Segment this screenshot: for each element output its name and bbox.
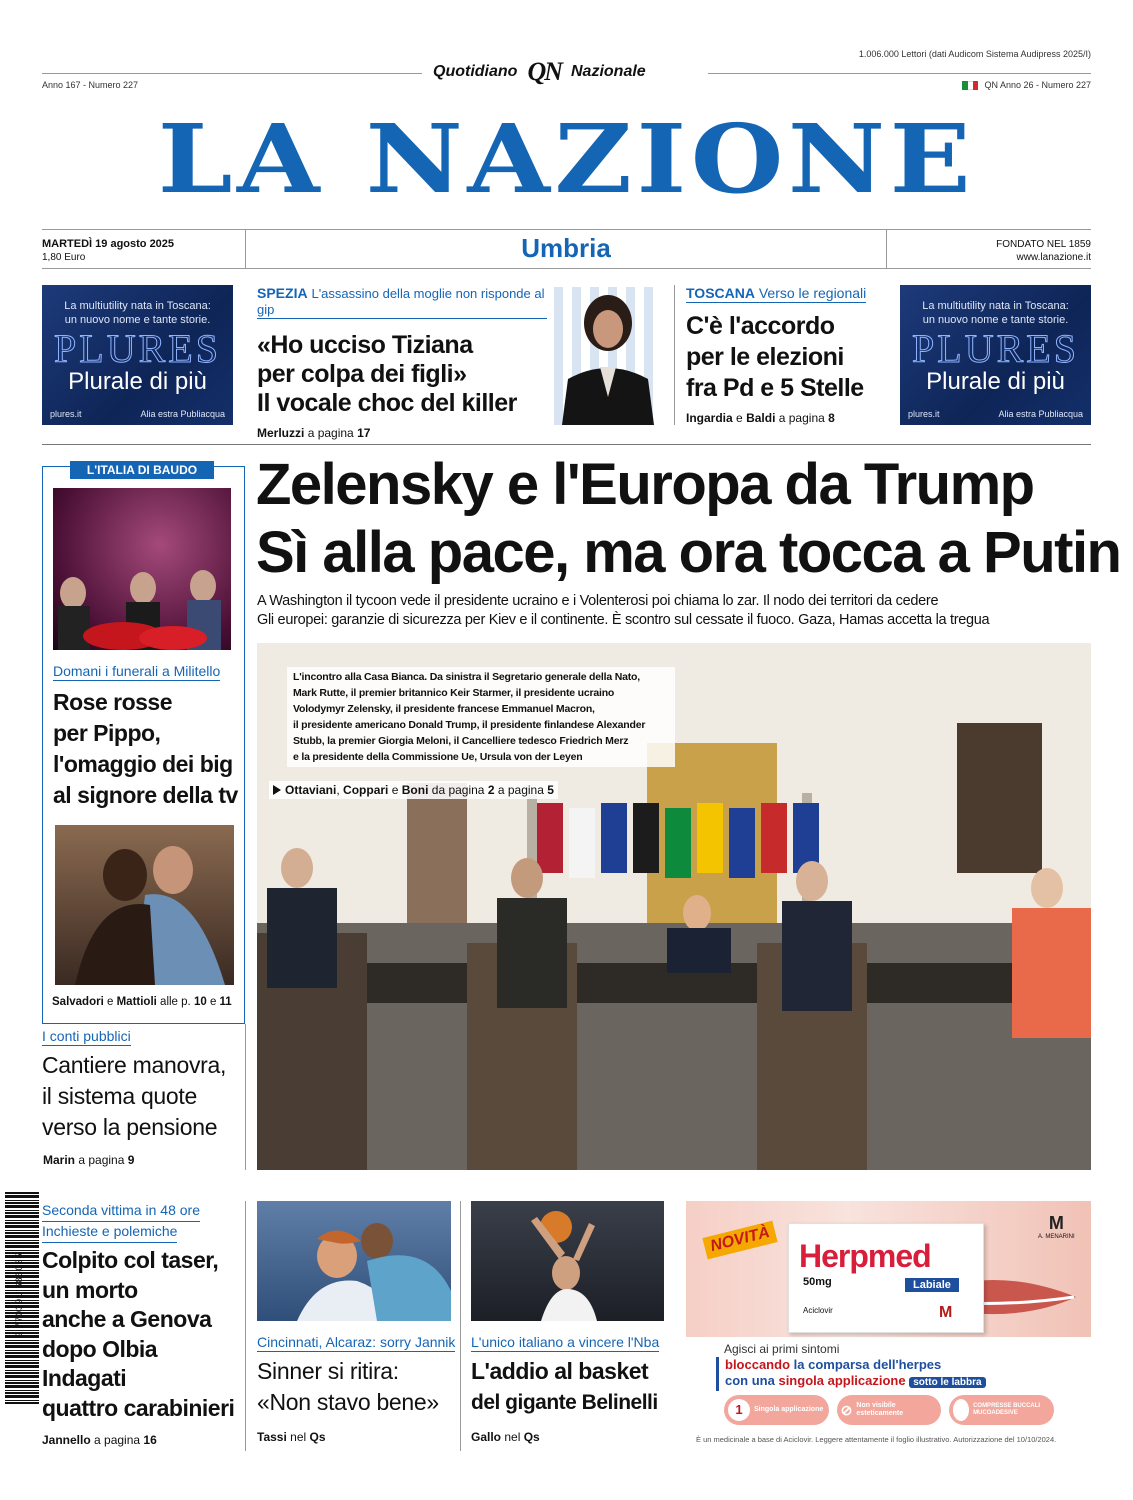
spezia-credit: Merluzzi a pagina 17 (257, 426, 371, 440)
website[interactable]: www.lanazione.it (1016, 252, 1091, 263)
conti-credit: Marin a pagina 9 (43, 1153, 135, 1167)
main-headline-2: Sì alla pace, ma ora tocca a Putin (256, 520, 1121, 585)
herpmed-badges (724, 1395, 1054, 1425)
issue-price: 1,80 Euro (42, 252, 86, 263)
main-subhead: A Washington il tycoon vede il presidente ucraino e i Volenterosi poi chiama lo zar. Il nodo dei territori da cedere Gli europei: garanzie di sicurezza per Kiev e il continente. È scontro sul cessate il fuoco. Gaza, Hamas accetta la tregua (257, 593, 990, 628)
tablet-icon (953, 1399, 969, 1421)
barcode-number: 9 770391 686035 (14, 1252, 24, 1338)
badge-single: 1 Singola applicazione (724, 1395, 829, 1425)
left-col-divider (245, 1024, 246, 1170)
novita-badge: NOVITÀ (702, 1221, 778, 1260)
conti-story[interactable]: I conti pubblici Cantiere manovra, il sistema quote verso la pensione Marin a pagina 9 (42, 1028, 245, 1167)
plures-ad-left[interactable]: La multiutility nata in Toscana: un nuovo nome e tante storie. PLURES Plurale di più plures.it Alia estra Publiacqua (42, 285, 233, 425)
readers-line: 1.006.000 Lettori (dati Audicom Sistema Audipress 2025/I) (858, 49, 1091, 59)
edition-bar-top (42, 229, 1091, 230)
quotidiano-label: Quotidiano (433, 63, 518, 80)
issue-left: Anno 167 - Numero 227 (42, 80, 139, 90)
masthead-rule-right (708, 73, 1091, 74)
menarini-logo-icon: M (939, 1304, 953, 1321)
baudo-credit: Salvadori e Mattioli alle p. 10 e 11 (52, 996, 232, 1008)
baudo-photo-2 (55, 825, 234, 985)
herpmed-box: Herpmed 50mg Labiale Aciclovir M (788, 1223, 984, 1333)
belinelli-headline: L'addio al basket del gigante Belinelli (471, 1358, 658, 1414)
sinner-photo (257, 1201, 451, 1321)
newspaper-title: LA NAZIONE (157, 104, 976, 215)
edition-bar-bottom (42, 268, 1091, 269)
herpmed-ad[interactable] (686, 1201, 1091, 1451)
spezia-photo (554, 287, 662, 425)
baudo-photo-1 (53, 488, 231, 650)
toprow-divider (674, 285, 675, 425)
sinner-headline: Sinner si ritira: «Non stavo bene» (257, 1358, 439, 1415)
badge-invisible: ⊘ Non visibile esteticamente (837, 1395, 942, 1425)
baudo-headline: Rose rosse per Pippo, l'omaggio dei big al signore della tv (53, 689, 238, 808)
qn-logo: QN (527, 57, 561, 86)
badge-tablets: COMPRESSE BUCCALI MUCOADESIVE (949, 1395, 1054, 1425)
taser-credit: Jannello a pagina 16 (42, 1433, 157, 1447)
taser-story[interactable]: Seconda vittima in 48 ore Inchieste e polemiche Colpito col taser, un morto anche a Genova dopo Olbia Indagati quattro carabinieri Jannello a pagina 16 (42, 1201, 247, 1447)
plures-ad-right[interactable]: La multiutility nata in Toscana: un nuovo nome e tante storie. PLURES Plurale di più plures.it Alia estra Publiacqua (900, 285, 1091, 425)
plures-logo: PLURES (912, 326, 1079, 371)
plures-logo: PLURES (54, 326, 221, 371)
italy-flag-icon (962, 81, 978, 90)
masthead-rule-left (42, 73, 422, 74)
baudo-label: L'ITALIA DI BAUDO (70, 461, 214, 479)
menarini-maker: M A. MENARINI (1038, 1213, 1075, 1240)
section-rule (42, 444, 1091, 445)
play-triangle-icon (273, 785, 281, 795)
story-spezia[interactable]: SPEZIA L'assassino della moglie non risponde al gip «Ho ucciso Tiziana per colpa dei figli» Il vocale choc del killer Merluzzi a pagina 17 (257, 285, 547, 440)
bottom-div-2 (460, 1201, 461, 1451)
belinelli-credit: Gallo nel Qs (471, 1430, 540, 1444)
herpmed-legal: È un medicinale a base di Aciclovir. Leggere attentamente il foglio illustrativo. Autorizzazione del 10/10/2024. (696, 1435, 1057, 1444)
taser-headline: Colpito col taser, un morto anche a Genova dopo Olbia Indagati quattro carabinieri (42, 1247, 235, 1421)
menarini-m-icon: M (1048, 1213, 1064, 1233)
date-block (42, 238, 174, 264)
sinner-story[interactable]: Cincinnati, Alcaraz: sorry Jannik Sinner si ritira: «Non stavo bene» Tassi nel Qs (257, 1334, 456, 1444)
toscana-credit: Ingardia e Baldi a pagina 8 (686, 411, 835, 425)
edition-name: Umbria (521, 233, 611, 263)
belinelli-story[interactable]: L'unico italiano a vincere l'Nba L'addio al basket del gigante Belinelli Gallo nel Qs (471, 1334, 676, 1444)
issue-date: MARTEDÌ 19 agosto 2025 (42, 238, 175, 250)
belinelli-photo (471, 1201, 664, 1321)
eye-off-icon: ⊘ (840, 1402, 853, 1418)
toscana-headline: C'è l'accordo per le elezioni fra Pd e 5 Stelle (686, 312, 864, 402)
edition-bar-div-right (886, 229, 887, 269)
bottom-div-1 (245, 1201, 246, 1451)
main-credit: Ottaviani, Coppari e Boni da pagina 2 a pagina 5 (269, 781, 558, 799)
herpmed-brand: Herpmed (799, 1238, 931, 1274)
qn-banner (433, 57, 703, 86)
founded-block (996, 238, 1091, 264)
herpmed-claims: Agisci ai primi sintomi bloccando la comparsa dell'herpes con una singola applicazione sotto le labbra (724, 1341, 1084, 1391)
founded: FONDATO NEL 1859 (996, 239, 1091, 250)
spezia-headline: «Ho ucciso Tiziana per colpa dei figli» Il vocale choc del killer (257, 331, 517, 417)
sinner-credit: Tassi nel Qs (257, 1430, 326, 1444)
baudo-story[interactable]: Domani i funerali a Militello Rose rosse per Pippo, l'omaggio dei big al signore della tv (53, 663, 238, 811)
conti-headline: Cantiere manovra, il sistema quote verso la pensione (42, 1052, 227, 1140)
main-headline-1: Zelensky e l'Europa da Trump (256, 452, 1034, 517)
story-toscana[interactable]: TOSCANA Verso le regionali C'è l'accordo per le elezioni fra Pd e 5 Stelle Ingardia e Baldi a pagina 8 (686, 285, 886, 425)
issue-right-wrap: QN Anno 26 - Numero 227 (962, 80, 1091, 90)
nazionale-label: Nazionale (571, 63, 646, 80)
main-photo-caption: L'incontro alla Casa Bianca. Da sinistra il Segretario generale della Nato, Mark Rutte, il premier britannico Keir Starmer, il presidente ucraino Volodymyr Zelensky, il presidente francese Emmanuel Macron, il presidente americano Donald Trump, il presidente finlandese Alexander Stubb, la premier Giorgia Meloni, il Cancelliere tedesco Friedrich Merz e la presidente della Commissione Ue, Ursula von der Leyen (287, 667, 675, 767)
